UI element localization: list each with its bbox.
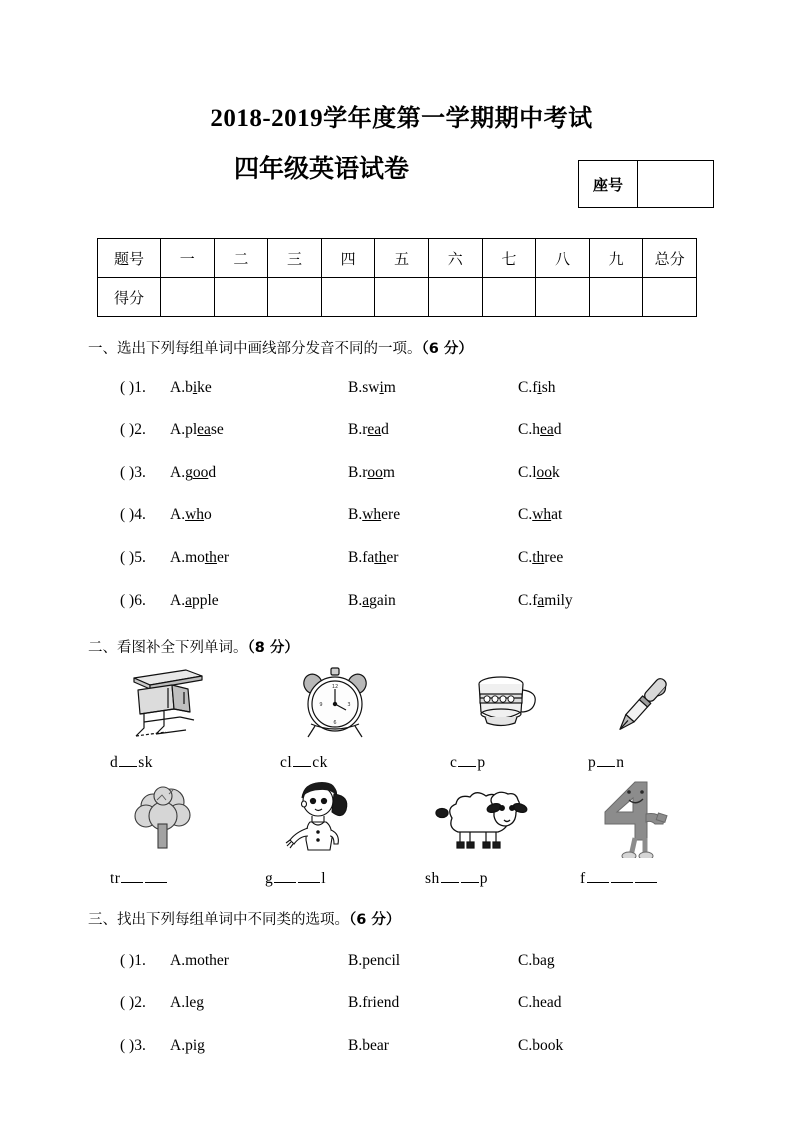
girl-icon xyxy=(255,778,385,858)
option-c-pre: C.f xyxy=(518,379,538,396)
option-c-underlined: ea xyxy=(539,421,554,438)
option-b[interactable] xyxy=(348,421,389,439)
option-c[interactable] xyxy=(518,592,573,610)
score-table-row-label-question: 题号 xyxy=(98,239,161,278)
option-b[interactable] xyxy=(348,506,400,524)
picture-item-sheep xyxy=(415,778,545,888)
section-1-number: 一、 xyxy=(88,341,117,357)
option-b-post: er xyxy=(386,549,399,566)
score-table-col-6: 六 xyxy=(428,239,482,278)
option-a-underlined: ea xyxy=(197,421,211,438)
option-c[interactable] xyxy=(518,549,563,567)
option-b[interactable]: B.pencil xyxy=(348,952,401,969)
option-a-underlined: a xyxy=(185,592,192,609)
score-cell-7[interactable] xyxy=(482,278,536,317)
score-cell-1[interactable] xyxy=(161,278,215,317)
word-suffix: ck xyxy=(312,754,328,771)
word-prefix: d xyxy=(110,754,119,771)
word-prefix: g xyxy=(265,870,274,887)
option-c-post: d xyxy=(553,421,562,438)
answer-blank[interactable] xyxy=(587,882,609,883)
option-b-pre: B.fa xyxy=(348,549,375,566)
picture-item-pen xyxy=(578,662,708,772)
answer-bracket[interactable]: ( )4. xyxy=(120,506,146,523)
option-a[interactable] xyxy=(170,592,219,610)
option-a-post: er xyxy=(216,549,229,566)
option-a-pre: A.g xyxy=(170,464,193,481)
option-b-pre: B. xyxy=(348,506,363,523)
score-table-col-1: 一 xyxy=(161,239,215,278)
word-prefix: tr xyxy=(110,870,121,887)
option-c[interactable] xyxy=(518,421,561,439)
option-c-post: k xyxy=(552,464,560,481)
exam-title-main: 学年度第一学期期中考试 xyxy=(323,104,593,132)
picture-word-sheep[interactable] xyxy=(415,870,545,888)
answer-bracket[interactable]: ( )3. xyxy=(120,1037,146,1054)
table-row-question-numbers xyxy=(98,239,697,278)
answer-bracket[interactable]: ( )1. xyxy=(120,952,146,969)
option-b-pre: B.r xyxy=(348,464,368,481)
word-prefix: c xyxy=(450,754,458,771)
sheep-icon xyxy=(415,778,545,858)
option-a[interactable] xyxy=(170,549,229,567)
table-row-scores xyxy=(98,278,697,317)
option-b-underlined: ea xyxy=(367,421,382,438)
question-row-s1-q5 xyxy=(120,549,720,569)
question-row-s3-q2 xyxy=(120,994,720,1014)
option-c[interactable]: C.bag xyxy=(518,952,555,969)
picture-word-four[interactable] xyxy=(570,870,700,888)
alarm-clock-icon xyxy=(270,662,400,742)
picture-word-clock[interactable] xyxy=(270,754,400,772)
score-cell-5[interactable] xyxy=(375,278,429,317)
word-prefix: p xyxy=(588,754,597,771)
score-table-row-label-score: 得分 xyxy=(98,278,161,317)
option-c-post: mily xyxy=(544,592,573,609)
answer-blank[interactable] xyxy=(441,882,459,883)
word-suffix: l xyxy=(321,870,327,887)
picture-item-four xyxy=(570,778,700,888)
svg-text:3: 3 xyxy=(347,702,351,708)
picture-item-clock xyxy=(270,662,400,772)
option-b-underlined: a xyxy=(362,592,370,609)
option-a-post: ke xyxy=(197,379,212,396)
answer-bracket[interactable]: ( )2. xyxy=(120,421,146,438)
option-b[interactable]: B.bear xyxy=(348,1037,389,1054)
option-b[interactable] xyxy=(348,592,396,610)
answer-blank[interactable] xyxy=(119,766,137,767)
seat-number-label: 座号 xyxy=(579,161,638,207)
option-b-post: d xyxy=(381,421,389,438)
section-1-prompt: 选出下列每组单词中画线部分发音不同的一项。 xyxy=(117,341,422,357)
word-prefix: sh xyxy=(425,870,440,887)
score-table-col-4: 四 xyxy=(321,239,375,278)
answer-blank[interactable] xyxy=(597,766,615,767)
option-a[interactable] xyxy=(170,421,224,439)
question-row-s3-q1 xyxy=(120,952,720,972)
option-b[interactable] xyxy=(348,379,396,397)
number-four-icon xyxy=(570,778,700,858)
svg-text:12: 12 xyxy=(331,684,339,690)
exam-subtitle: 四年级英语试卷 xyxy=(233,154,409,183)
option-a-post: d xyxy=(208,464,217,481)
word-suffix: p xyxy=(479,870,489,887)
score-cell-6[interactable] xyxy=(428,278,482,317)
desk-icon xyxy=(100,662,230,742)
option-a-underlined: oo xyxy=(192,464,209,481)
option-c[interactable]: C.head xyxy=(518,994,562,1011)
word-suffix: p xyxy=(477,754,486,771)
option-c-underlined: oo xyxy=(536,464,553,481)
seat-number-field[interactable] xyxy=(638,161,713,207)
option-a[interactable]: A.mother xyxy=(170,952,229,969)
answer-blank[interactable] xyxy=(293,766,311,767)
picture-item-girl xyxy=(255,778,385,888)
option-a-underlined: th xyxy=(204,549,217,566)
option-a-post: pple xyxy=(191,592,219,609)
option-b-pre: B.sw xyxy=(348,379,380,396)
score-cell-4[interactable] xyxy=(321,278,375,317)
score-table-col-9: 九 xyxy=(589,239,643,278)
option-a-pre: A. xyxy=(170,506,186,523)
picture-word-desk[interactable] xyxy=(100,754,230,772)
page-title xyxy=(0,104,793,134)
picture-item-cup xyxy=(440,662,570,772)
picture-item-desk xyxy=(100,662,230,772)
picture-word-girl[interactable] xyxy=(255,870,385,888)
section-1-points: （6 分） xyxy=(421,341,473,357)
option-b-pre: B.r xyxy=(348,421,368,438)
option-c-post: ree xyxy=(544,549,564,566)
pen-icon xyxy=(578,662,708,742)
section-2-prompt: 看图补全下列单词。 xyxy=(117,640,248,656)
section-1-heading xyxy=(88,337,473,358)
score-cell-3[interactable] xyxy=(268,278,322,317)
exam-year: 2018-2019 xyxy=(210,105,324,132)
option-a[interactable] xyxy=(170,379,212,397)
answer-blank[interactable] xyxy=(635,882,657,883)
score-table xyxy=(97,238,697,317)
option-c-underlined: wh xyxy=(532,506,552,523)
option-a-pre: A.mo xyxy=(170,549,205,566)
score-cell-9[interactable] xyxy=(589,278,643,317)
answer-bracket[interactable]: ( )6. xyxy=(120,592,146,609)
option-b-underlined: i xyxy=(379,379,384,396)
picture-word-pen[interactable] xyxy=(578,754,708,772)
option-b-post: m xyxy=(383,379,396,396)
option-b-pre: B. xyxy=(348,592,363,609)
word-prefix: cl xyxy=(280,754,293,771)
option-a-pre: A. xyxy=(170,592,186,609)
option-c[interactable] xyxy=(518,379,555,397)
option-c-post: sh xyxy=(541,379,556,396)
score-table-col-total: 总分 xyxy=(643,239,697,278)
option-a-pre: A.b xyxy=(170,379,193,396)
section-3-number: 三、 xyxy=(88,912,117,928)
section-3-prompt: 找出下列每组单词中不同类的选项。 xyxy=(117,912,349,928)
answer-blank[interactable] xyxy=(461,882,479,883)
answer-blank[interactable] xyxy=(611,882,633,883)
question-row-s1-q3 xyxy=(120,464,720,484)
option-c-underlined: i xyxy=(537,379,542,396)
question-row-s1-q6 xyxy=(120,592,720,612)
option-a-pre: A.pl xyxy=(170,421,198,438)
word-prefix: f xyxy=(580,870,586,887)
option-c-pre: C. xyxy=(518,506,533,523)
option-a[interactable] xyxy=(170,506,212,524)
answer-bracket[interactable]: ( )2. xyxy=(120,994,146,1011)
answer-bracket[interactable]: ( )1. xyxy=(120,379,146,396)
option-c-pre: C.h xyxy=(518,421,540,438)
word-suffix: sk xyxy=(138,754,154,771)
answer-blank[interactable] xyxy=(121,882,143,883)
score-table-col-5: 五 xyxy=(375,239,429,278)
option-c-underlined: a xyxy=(537,592,545,609)
option-c-underlined: th xyxy=(532,549,545,566)
score-cell-total[interactable] xyxy=(643,278,697,317)
option-a-underlined: wh xyxy=(185,506,205,523)
option-b-underlined: oo xyxy=(367,464,383,481)
option-b[interactable] xyxy=(348,549,398,567)
option-a-post: se xyxy=(210,421,224,438)
section-3-heading xyxy=(88,908,400,929)
option-a-post: o xyxy=(204,506,212,523)
picture-word-cup[interactable] xyxy=(440,754,570,772)
option-b[interactable] xyxy=(348,464,395,482)
option-c-pre: C. xyxy=(518,549,533,566)
tree-icon xyxy=(100,778,230,858)
picture-word-tree[interactable] xyxy=(100,870,230,888)
answer-blank[interactable] xyxy=(458,766,476,767)
question-row-s3-q3 xyxy=(120,1037,720,1057)
option-c[interactable] xyxy=(518,506,562,524)
answer-blank[interactable] xyxy=(298,882,320,883)
score-table-col-2: 二 xyxy=(214,239,268,278)
option-c[interactable] xyxy=(518,464,560,482)
answer-blank[interactable] xyxy=(274,882,296,883)
option-b-post: gain xyxy=(369,592,396,609)
svg-text:9: 9 xyxy=(319,702,323,708)
option-c-pre: C.f xyxy=(518,592,538,609)
picture-item-tree xyxy=(100,778,230,888)
option-b-post: ere xyxy=(381,506,401,523)
option-a[interactable] xyxy=(170,464,216,482)
section-2-points: （8 分） xyxy=(247,640,299,656)
option-b-post: m xyxy=(382,464,395,481)
option-b-underlined: wh xyxy=(362,506,382,523)
option-a[interactable]: A.pig xyxy=(170,1037,205,1054)
svg-text:6: 6 xyxy=(333,720,337,726)
option-b[interactable]: B.friend xyxy=(348,994,400,1011)
section-2-heading xyxy=(88,636,299,657)
answer-bracket[interactable]: ( )5. xyxy=(120,549,146,566)
option-c-post: at xyxy=(551,506,563,523)
option-b-underlined: th xyxy=(374,549,387,566)
question-row-s1-q4 xyxy=(120,506,720,526)
option-c[interactable]: C.book xyxy=(518,1037,564,1054)
answer-bracket[interactable]: ( )3. xyxy=(120,464,146,481)
score-table-col-3: 三 xyxy=(268,239,322,278)
option-a-underlined: i xyxy=(192,379,198,396)
word-suffix: n xyxy=(616,754,625,771)
question-row-s1-q2 xyxy=(120,421,720,441)
score-table-col-8: 八 xyxy=(536,239,590,278)
seat-number-box xyxy=(578,160,714,208)
cup-icon xyxy=(440,662,570,742)
section-3-points: （6 分） xyxy=(349,912,401,928)
question-row-s1-q1 xyxy=(120,379,720,399)
section-2-number: 二、 xyxy=(88,640,117,656)
answer-blank[interactable] xyxy=(145,882,167,883)
score-table-col-7: 七 xyxy=(482,239,536,278)
score-cell-2[interactable] xyxy=(214,278,268,317)
option-c-pre: C.l xyxy=(518,464,537,481)
option-a[interactable]: A.leg xyxy=(170,994,205,1011)
score-cell-8[interactable] xyxy=(536,278,590,317)
